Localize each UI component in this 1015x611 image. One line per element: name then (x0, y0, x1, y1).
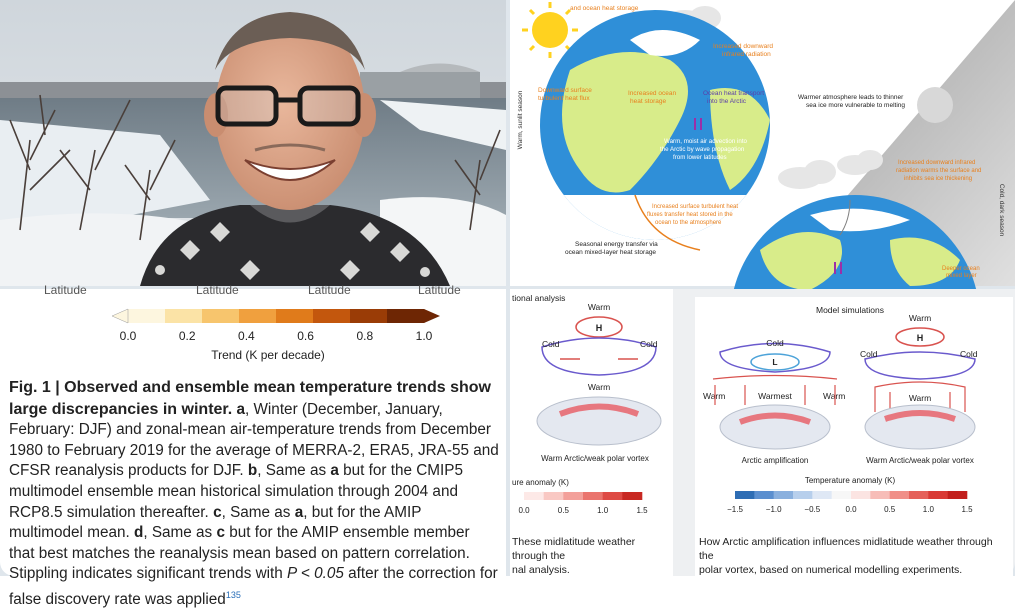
caption-part-b: but for the CMIP5 multimodel ensemble mean historical simulation through 2004 and RCP8.5 simulation thereafter. (9, 462, 464, 521)
label-warmest: Warmest (758, 391, 792, 401)
label-moist-air: Warm, moist air advection into the Arctic by wave propagation from lower latitudes (660, 138, 747, 161)
label-cold: Cold (766, 338, 784, 348)
colorbar-tick: 1.0 (415, 329, 433, 343)
panel-header: tional analysis (512, 293, 566, 303)
globe-label: Arctic amplification (741, 456, 809, 465)
label-warm: Warm (908, 313, 932, 323)
caption-title: Fig. 1 | Observed and ensemble mean temperature trends show large discrepancies in winter. (9, 379, 491, 418)
label-surface-turbulent: Increased surface turbulent heat fluxes transfer heat stored in the ocean to the atmosphere (647, 204, 739, 226)
figure-caption (9, 377, 499, 611)
label-downward-flux: Downward surface turbulent heat flux (538, 87, 592, 102)
colorbar-cell (128, 309, 165, 323)
anomaly-tick: 0.5 (557, 506, 569, 515)
anomaly-colorbar-cell (793, 491, 813, 499)
label-high: H (916, 333, 924, 343)
colorbar-cell (202, 309, 239, 323)
anomaly-colorbar-cell (583, 492, 603, 500)
caption-part-d: but for the AMIP ensemble member that best matches the reanalysis mean based on pattern correlation. Stippling indicates significant trends with (9, 524, 470, 583)
anomaly-label: Temperature anomaly (K) (804, 476, 896, 485)
label-ocean-transport: Ocean heat transport into the Arctic (703, 90, 765, 105)
colorbar-tick: 0.2 (178, 329, 196, 343)
label-warm: Warm (587, 382, 611, 392)
label-thinner-ice: Warmer atmosphere leads to thinner sea ice more vulnerable to melting (798, 94, 905, 109)
observational-illustration (510, 289, 673, 529)
anomaly-colorbar-cell (832, 491, 852, 499)
colorbar-tick: 0.0 (119, 329, 137, 343)
colorbar-cell (239, 309, 276, 323)
colorbar-cell (165, 309, 202, 323)
colorbar-cell (276, 309, 313, 323)
label-cold: Cold (542, 339, 560, 349)
label-warm: Warm (823, 391, 846, 401)
label-cold: Cold (640, 339, 658, 349)
arctic-energy-diagram[interactable] (510, 0, 1015, 286)
label-top: and ocean heat storage (570, 5, 639, 12)
observational-panel (510, 289, 673, 576)
anomaly-colorbar-cell (622, 492, 642, 500)
polar-vortex-figure[interactable] (510, 289, 1015, 576)
panel-caption (512, 535, 670, 577)
globe-label: Warm Arctic/weak polar vortex (866, 456, 974, 465)
caption-part-c: , Same as (221, 503, 295, 521)
anomaly-colorbar-cell (928, 491, 948, 499)
model-illustration (695, 297, 1013, 532)
caption-part-letter: c (213, 503, 222, 521)
colorbar-tick: 0.6 (297, 329, 314, 343)
anomaly-colorbar-cell (851, 491, 871, 499)
anomaly-colorbar-cell (524, 492, 544, 500)
caption-part-letter: b (247, 462, 258, 480)
anomaly-colorbar-cell (812, 491, 832, 499)
anomaly-colorbar-cell (948, 491, 968, 499)
anomaly-colorbar-cell (870, 491, 890, 499)
colorbar-min-arrow (112, 309, 128, 323)
anomaly-tick: 1.5 (636, 506, 648, 515)
caption-ref-letter: a (330, 462, 339, 480)
anomaly-tick: −0.5 (804, 505, 821, 514)
anomaly-tick: −1.0 (765, 505, 782, 514)
anomaly-tick: 1.0 (922, 505, 934, 514)
label-increased-downward-ir: Increased downward infrared radiation (713, 43, 773, 58)
p-value: P < 0.05 (287, 565, 344, 583)
label-low: L (772, 357, 778, 367)
anomaly-tick: 0.5 (884, 505, 896, 514)
anomaly-colorbar-cell (774, 491, 794, 499)
anomaly-colorbar-cell (563, 492, 583, 500)
anomaly-tick: 1.5 (961, 505, 973, 514)
label-ir-warms: Increased downward infrared radiation warms the surface and inhibits sea ice thickening (896, 160, 982, 182)
anomaly-colorbar-cell (909, 491, 929, 499)
anomaly-colorbar-cell (890, 491, 910, 499)
label-cold: Cold (860, 349, 878, 359)
caption-part-d: after the correction for false discovery rate was applied (9, 565, 498, 609)
anomaly-tick: 1.0 (597, 506, 609, 515)
label-side-left: Warm, sunlit season (517, 90, 524, 150)
panel-header: Model simulations (815, 305, 885, 315)
label-side-right: Cold, dark season (998, 183, 1005, 237)
moon-icon (917, 87, 953, 123)
label-cold: Cold (960, 349, 978, 359)
label-warm: Warm (587, 302, 611, 312)
panel-caption (699, 535, 1009, 577)
caption-text: These midlatitude weather through the nal analysis. (512, 536, 636, 576)
latitude-label: Latitude (196, 283, 239, 297)
anomaly-colorbar-cell (735, 491, 755, 499)
anomaly-colorbar-cell (754, 491, 774, 499)
caption-part-c: , but for the AMIP multimodel mean. (9, 503, 422, 542)
model-panel (695, 297, 1013, 576)
caption-part-b: , Same as (257, 462, 331, 480)
label-ocean-storage: Increased ocean heat storage (628, 90, 677, 105)
anomaly-tick: 0.0 (845, 505, 857, 514)
label-warm: Warm (703, 391, 726, 401)
label-seasonal-transfer: Seasonal energy transfer via ocean mixed-layer heat storage (565, 241, 658, 256)
colorbar-max-arrow (424, 309, 440, 323)
latitude-label: Latitude (308, 283, 351, 297)
colorbar-label: Trend (K per decade) (211, 348, 325, 362)
anomaly-colorbar-cell (544, 492, 564, 500)
photo-illustration (0, 0, 506, 286)
paper-figure-caption[interactable] (0, 283, 506, 609)
anomaly-label: ure anomaly (K) (512, 478, 569, 487)
caption-ref-letter: a (294, 503, 304, 521)
colorbar-tick: 0.8 (356, 329, 374, 343)
caption-part-a: , Winter (December, January, February: DJF) and zonal-mean air-temperature trends from December 1980 to February 2019 for the average of MERRA-2, ERA5, JRA-55 and CFSR reanalysis products for DJF. (9, 400, 499, 480)
caption-part-letter: a (236, 400, 245, 418)
colorbar-cell (350, 309, 387, 323)
latitude-labels (0, 283, 506, 297)
latitude-label: Latitude (418, 283, 461, 297)
colorbar-cell (313, 309, 350, 323)
label-warm: Warm (908, 393, 932, 403)
arctic-energy-illustration (510, 0, 1015, 286)
portrait-photo[interactable] (0, 0, 506, 286)
latitude-label: Latitude (44, 283, 87, 297)
globe-label: Warm Arctic/weak polar vortex (541, 454, 649, 463)
anomaly-colorbar-cell (603, 492, 623, 500)
label-deeper-ocean: Deeper ocean mixed layer (942, 266, 980, 279)
colorbar-tick: 0.4 (238, 329, 255, 343)
colorbar-cell (387, 309, 424, 323)
label-high: H (595, 323, 603, 333)
caption-ref-letter: c (216, 524, 225, 542)
caption-part-letter: d (133, 524, 144, 542)
anomaly-tick: −1.5 (727, 505, 743, 514)
anomaly-tick: 0.0 (518, 506, 530, 515)
trend-colorbar (106, 307, 446, 367)
caption-text: How Arctic amplification influences midlatitude weather through the polar vortex, based on numerical modelling experiments. (699, 536, 993, 576)
caption-part-d: , Same as (143, 524, 217, 542)
reference-link[interactable]: 135 (225, 589, 241, 600)
